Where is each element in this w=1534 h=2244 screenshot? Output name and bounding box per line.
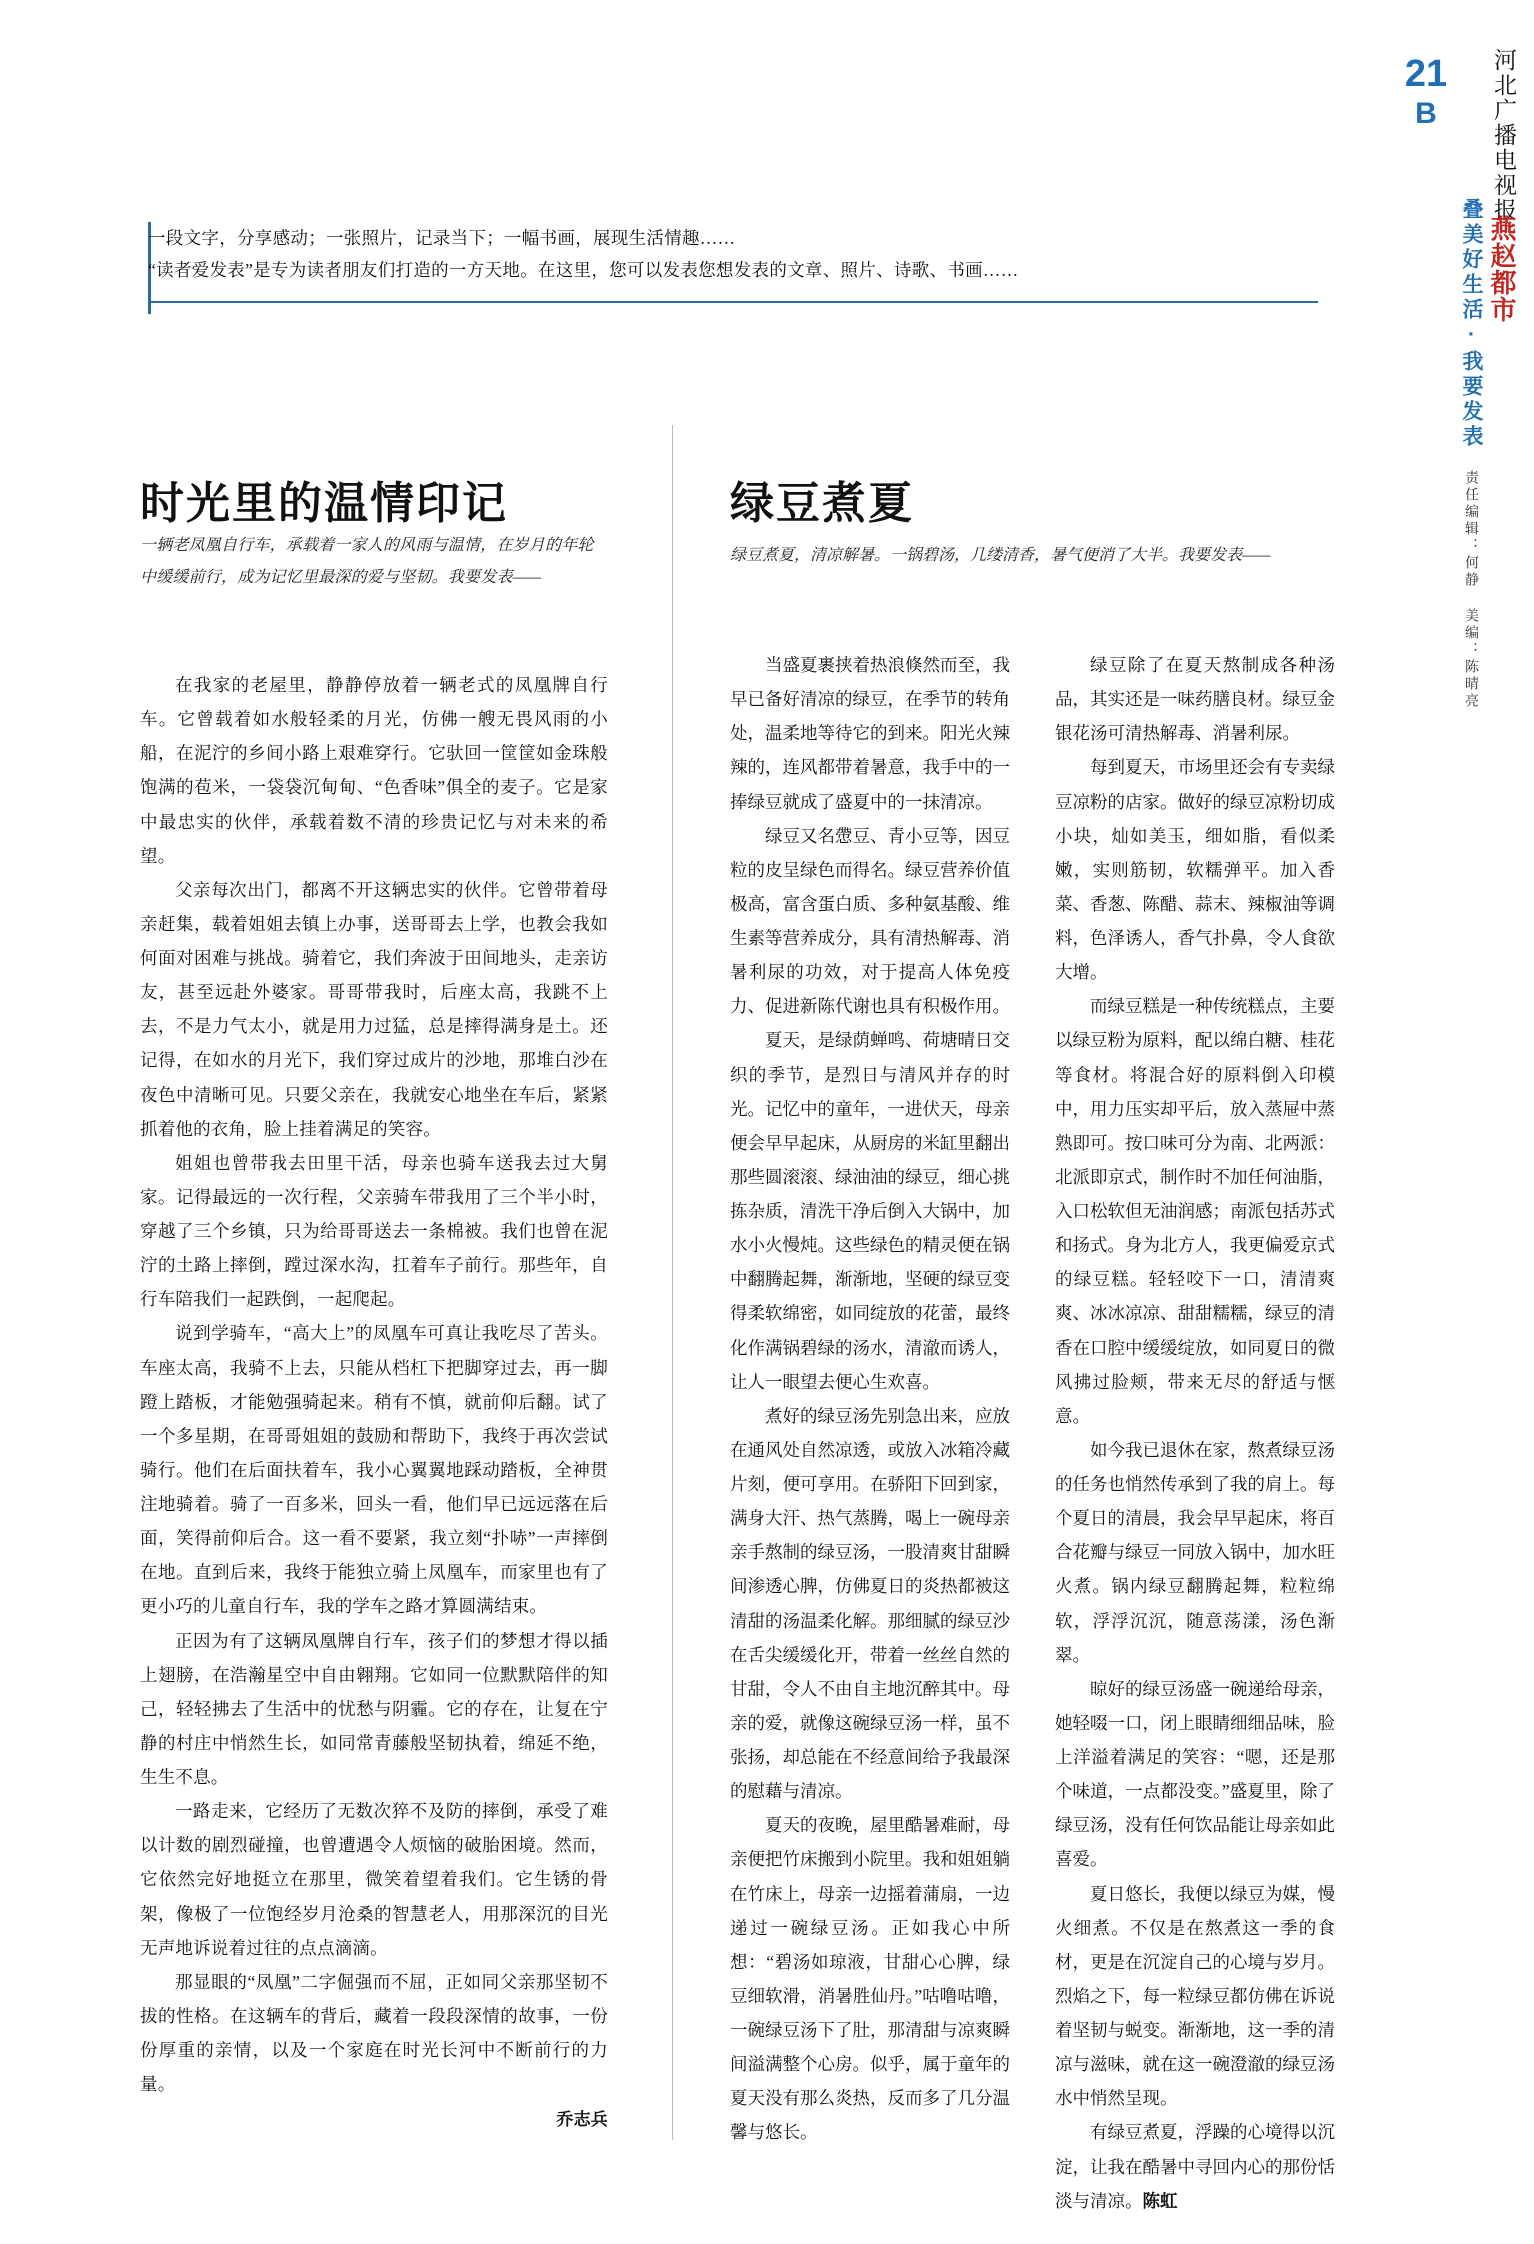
article-2-column-b [1055,648,1335,2218]
editors-credit: 责任编辑：何静 美编：陈晴亮 [1464,470,1480,710]
intro-divider [148,301,1318,303]
masthead-page-marker [1366,55,1486,130]
article-2-byline: 陈虹 [1142,2190,1178,2211]
page-number: 21 [1404,53,1448,95]
paragraph: 夏天，是绿荫蝉鸣、荷塘晴日交织的季节，是烈日与清风并存的时光。记忆中的童年，一进伏天，母亲便会早早起床，从厨房的米缸里翻出那些圆滚滚、绿油油的绿豆，细心挑拣杂质，清洗干净后倒入大锅中，加水小火慢炖。这些绿色的精灵便在锅中翻腾起舞，渐渐地，坚硬的绿豆变得柔软绵密，如同绽放的花蕾，最终化作满锅碧绿的汤水，清澈而诱人，让人一眼望去便心生欢喜。 [730,1030,1010,1392]
brand-stamp: 燕赵都市 [1487,215,1516,323]
paragraph: 而绿豆糕是一种传统糕点，主要以绿豆粉为原料，配以绵白糖、桂花等食材。将混合好的原料倒入印模中，用力压实却平后，放入蒸屉中蒸熟即可。按口味可分为南、北两派：北派即京式，制作时不加任何油脂，入口松软但无油润感；南派包括苏式和扬式。身为北方人，我更偏爱京式的绿豆糕。轻轻咬下一口，清清爽爽、冰冰凉凉、甜甜糯糯，绿豆的清香在口腔中缓缓绽放，如同夏日的微风拂过脸颊，带来无尽的舒适与惬意。 [1055,996,1335,1426]
paragraph: 晾好的绿豆汤盛一碗递给母亲，她轻啜一口，闭上眼睛细细品味，脸上洋溢着满足的笑容：“嗯，还是那个味道，一点都没变。”盛夏里，除了绿豆汤，没有任何饮品能让母亲如此喜爱。 [1055,1678,1335,1870]
paragraph-with-byline [1055,2115,1335,2217]
paragraph: 煮好的绿豆汤先别急出来，应放在通风处自然凉透，或放入冰箱冷藏片刻，便可享用。在骄阳下回到家，满身大汗、热气蒸腾，喝上一碗母亲亲手熬制的绿豆汤，一股清爽甘甜瞬间渗透心脾，仿佛夏日的炎热都被这清甜的汤温柔化解。那细腻的绿豆沙在舌尖缓缓化开，带着一丝丝自然的甘甜，令人不由自主地沉醉其中。母亲的爱，就像这碗绿豆汤一样，虽不张扬，却总能在不经意间给予我最深的慰藉与清凉。 [730,1405,1010,1802]
article-2-lead: 绿豆煮夏，清凉解暑。一锅碧汤，几缕清香，暑气便消了大半。我要发表—— [730,547,1271,564]
paragraph: 父亲每次出门，都离不开这辆忠实的伙伴。它曾带着母亲赶集，载着姐姐去镇上办事，送哥哥去上学，也教会我如何面对困难与挑战。骑着它，我们奔波于田间地头，走亲访友，甚至远赴外婆家。哥哥带我时，后座太高，我跳不上去，不是力气太小，就是用力过猛，总是摔得满身是土。还记得，在如水的月光下，我们穿过成片的沙地，那堆白沙在夜色中清晰可见。只要父亲在，我就安心地坐在车后，紧紧抓着他的衣角，脸上挂着满足的笑容。 [140,879,608,1139]
newspaper-brand: 河北广播电视报 [1491,48,1516,223]
article-1-title: 时光里的温情印记 [140,479,508,529]
paragraph: 说到学骑车，“高大上”的凤凰车可真让我吃尽了苦头。车座太高，我骑不上去，只能从档杠下把脚穿过去，再一脚蹬上踏板，才能勉强骑起来。稍有不慎，就前仰后翻。试了一个多星期，在哥哥姐姐的鼓励和帮助下，我终于再次尝试骑行。他们在后面扶着车，我小心翼翼地踩动踏板，全神贯注地骑着。骑了一百多米，回头一看，他们早已远远落在后面，笑得前仰后合。这一看不要紧，我立刻“扑哧”一声摔倒在地。直到后来，我终于能独立骑上凤凰车，而家里也有了更小巧的儿童自行车，我的学车之路才算圆满结束。 [140,1323,608,1617]
paragraph: 当盛夏裹挟着热浪倏然而至，我早已备好清凉的绿豆，在季节的转角处，温柔地等待它的到来。阳光火辣辣的，连风都带着暑意，我手中的一捧绿豆就成了盛夏中的一抹清凉。 [730,655,1010,812]
paragraph-text: 有绿豆煮夏，浮躁的心境得以沉淀，让我在酷暑中寻回内心的那份恬淡与清凉。 [1055,2122,1335,2211]
article-1-lead: 一辆老凤凰自行车，承载着一家人的风雨与温情，在岁月的年轮中缓缓前行，成为记忆里最深的爱与坚韧。我要发表—— [140,537,594,586]
paragraph: 每到夏天，市场里还会有专卖绿豆凉粉的店家。做好的绿豆凉粉切成小块，灿如美玉，细如脂，看似柔嫩，实则筋韧，软糯弹平。加入香菜、香葱、陈醋、蒜末、辣椒油等调料，色泽诱人，香气扑鼻，令人食欲大增。 [1055,757,1335,983]
paragraph: 在我家的老屋里，静静停放着一辆老式的凤凰牌自行车。它曾载着如水般轻柔的月光，仿佛一艘无畏风雨的小船，在泥泞的乡间小路上艰难穿行。它驮回一筐筐如金珠般饱满的苞米，一袋袋沉甸甸、“色香味”俱全的麦子。它是家中最忠实的伙伴，承载着数不清的珍贵记忆与对未来的希望。 [140,675,608,866]
article-1-byline: 乔志兵 [556,2110,608,2130]
intro-line-2: “读者爱发表”是专为读者朋友们打造的一方天地。在这里，您可以发表您想发表的文章、照片、诗歌、书画…… [148,260,1019,281]
page-section-letter: B [1415,97,1437,130]
paragraph: 夏天的夜晚，屋里酷暑难耐，母亲便把竹床搬到小院里。我和姐姐躺在竹床上，母亲一边摇着蒲扇，一边递过一碗绿豆汤。正如我心中所想：“碧汤如琼液，甘甜心心脾，绿豆细软滑，消暑胜仙丹。”咕噜咕噜，一碗绿豆汤下了肚，那清甜与凉爽瞬间溢满整个心房。似乎，属于童年的夏天没有那么炎热，反而多了几分温馨与悠长。 [730,1815,1010,2143]
paragraph: 如今我已退休在家，熬煮绿豆汤的任务也悄然传承到了我的肩上。每个夏日的清晨，我会早早起床，将百合花瓣与绿豆一同放入锅中，加水旺火煮。锅内绿豆翻腾起舞，粒粒绵软，浮浮沉沉，随意荡漾，汤色渐翠。 [1055,1439,1335,1665]
column-divider [672,425,673,2140]
article-2-title: 绿豆煮夏 [730,479,914,529]
article-2-column-a [730,648,1010,2150]
paragraph: 绿豆除了在夏天熬制成各种汤品，其实还是一味药膳良材。绿豆金银花汤可清热解毒、消暑利尿。 [1055,655,1335,744]
paragraph: 一路走来，它经历了无数次猝不及防的摔倒，承受了难以计数的剧烈碰撞，也曾遭遇令人烦恼的破胎困境。然而，它依然完好地挺立在那里，微笑着望着我们。它生锈的骨架，像极了一位饱经岁月沧桑的智慧老人，用那深沉的目光无声地诉说着过往的点点滴滴。 [140,1801,608,1958]
article-1-body [140,668,608,2136]
intro-line-1: 一段文字，分享感动；一张照片，记录当下；一幅书画，展现生活情趣…… [148,228,736,248]
paragraph: 绿豆又名慸豆、青小豆等，因豆粒的皮呈绿色而得名。绿豆营养价值极高，富含蛋白质、多种氨基酸、维生素等营养成分，具有清热解毒、消暑利尿的功效，对于提高人体免疫力、促进新陈代谢也具有积极作用。 [730,825,1010,1017]
section-title: 叠美好生活·我要发表 [1460,198,1483,450]
paragraph: 姐姐也曾带我去田里干活，母亲也骑车送我去过大舅家。记得最远的一次行程，父亲骑车带我用了三个半小时，穿越了三个乡镇，只为给哥哥送去一条棉被。我们也曾在泥泞的土路上摔倒，蹚过深水沟，扛着车子前行。那些年，自行车陪我们一起跌倒，一起爬起。 [140,1152,608,1310]
paragraph: 夏日悠长，我便以绿豆为媒，慢火细煮。不仅是在熬煮这一季的食材，更是在沉淀自己的心境与岁月。烈焰之下，每一粒绿豆都仿佛在诉说着坚韧与蜕变。渐渐地，这一季的清凉与滋味，就在这一碗澄澈的绿豆汤水中悄然呈现。 [1055,1883,1335,2109]
intro-block [148,222,1318,303]
paragraph: 正因为有了这辆凤凰牌自行车，孩子们的梦想才得以插上翅膀，在浩瀚星空中自由翱翔。它如同一位默默陪伴的知己，轻轻拂去了生活中的忧愁与阴霾。它的存在，让复在宁静的村庄中悄然生长，如同常青藤般坚韧执着，绵延不绝，生生不息。 [140,1630,608,1787]
paragraph: 那显眼的“凤凰”二字倔强而不屈，正如同父亲那坚韧不拔的性格。在这辆车的背后，藏着一段段深情的故事，一份份厚重的亲情，以及一个家庭在时光长河中不断前行的力量。 [140,1971,608,2095]
